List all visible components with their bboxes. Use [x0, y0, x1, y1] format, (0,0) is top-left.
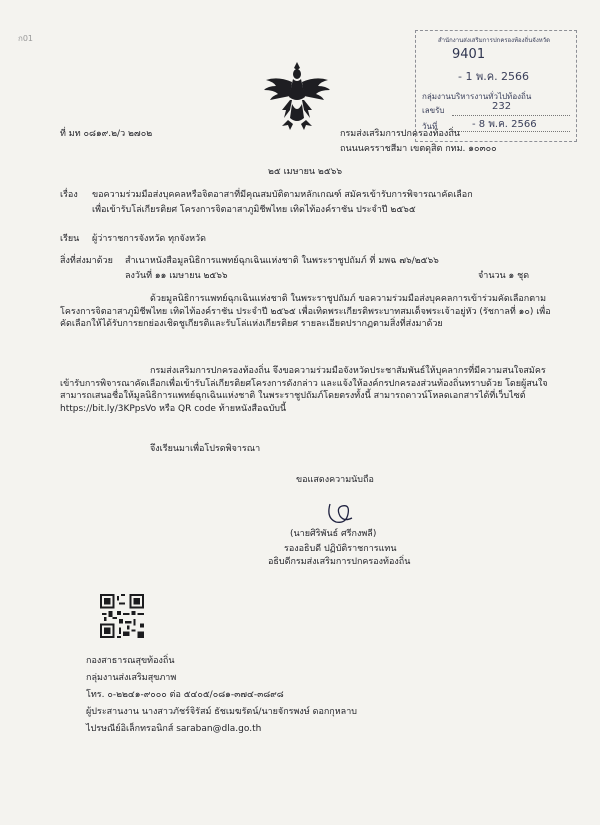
stamp-division: กลุ่มงานบริหารงานทั่วไปท้องถิ่น — [422, 92, 532, 101]
stamp-number: 9401 — [452, 47, 486, 62]
to-label: เรียน — [60, 234, 80, 244]
stamp-date-received: - 1 พ.ค. 2566 — [458, 70, 530, 83]
signer-title-1: รองอธิบดี ปฏิบัติราชการแทน — [284, 544, 397, 554]
signature — [322, 498, 362, 526]
receipt-stamp — [415, 30, 577, 142]
stamp-reg-no: 232 — [492, 101, 512, 112]
paragraph-2: กรมส่งเสริมการปกครองท้องถิ่น จึงขอความร่วมมือจังหวัดประชาสัมพันธ์ให้บุคลากรที่มีความสนใจสมัครเข้ารับการพิจารณาคัดเลือกเพื่อเข้ารับโล่เกียรติยศโครงการดังกล่าว และแจ้งให้องค์กรปกครองส่วนท้องถิ่นทราบด้วย โดยผู้สนใจสามารถเสนอชื่อให้มูลนิธิการแพทย์ฉุกเฉินแห่งชาติ ในพระราชูปถัมภ์โดยตรงทั้งนี้ สามารถดาวน์โหลดเอกสารได้ที่เว็บไซต์ https://bit.ly/3KPpsVo หรือ QR code ท้ายหนังสือฉบับนี้ — [60, 366, 548, 414]
enclosure-line-2: ลงวันที่ ๑๑ เมษายน ๒๕๖๖ — [125, 271, 228, 281]
enclosure-label: สิ่งที่ส่งมาด้วย — [60, 256, 113, 266]
qr-code-icon — [100, 594, 144, 638]
signer-title-2: อธิบดีกรมส่งเสริมการปกครองท้องถิ่น — [268, 557, 411, 567]
enclosure-line-1: สำเนาหนังสือมูลนิธิการแพทย์ฉุกเฉินแห่งชาติ ในพระราชูปถัมภ์ ที่ มพฉ ๗๖/๒๕๖๖ — [125, 256, 439, 266]
subject-line-1: ขอความร่วมมือส่งบุคคลหรือจิตอาสาที่มีคุณสมบัติตามหลักเกณฑ์ สมัครเข้ารับการพิจารณาคัดเลือก — [92, 190, 473, 200]
document-date: ๒๕ เมษายน ๒๕๖๖ — [268, 167, 343, 177]
enclosure-count: จำนวน ๑ ชุด — [478, 271, 530, 281]
signer-name: (นายศิริพันธ์ ศรีกงพลี) — [290, 529, 377, 539]
paragraph-1: ด้วยมูลนิธิการแพทย์ฉุกเฉินแห่งชาติ ในพระราชูปถัมภ์ ขอความร่วมมือส่งบุคคลการเข้าร่วมคัดเลือกตามโครงการจิตอาสาภูมิชีพไทย เทิดไท้องค์ราชัน ประจำปี ๒๕๖๕ เพื่อเทิดพระเกียรติพระบาทสมเด็จพระเจ้าอยู่หัว (รัชกาลที่ ๑๐) เพื่อคัดเลือกให้ได้รับการยกย่องเชิดชูเกียรติและรับโล่แห่งเกียรติยศ รายละเอียดปรากฏตามสิ่งที่ส่งมาด้วย — [60, 294, 551, 330]
subject-line-2: เพื่อเข้ารับโล่เกียรติยศ โครงการจิตอาสาภูมิชีพไทย เทิดไท้องค์ราชัน ประจำปี ๒๕๖๕ — [92, 205, 416, 215]
recipient: ผู้ว่าราชการจังหวัด ทุกจังหวัด — [92, 234, 206, 244]
footer-office: กองสาธารณสุขท้องถิ่น — [86, 656, 175, 666]
footer-email: ไปรษณีย์อิเล็กทรอนิกส์ saraban@dla.go.th — [86, 724, 262, 734]
stamp-org: สำนักงานส่งเสริมการปกครองท้องถิ่นจังหวัด — [438, 37, 550, 44]
stamp-reg-date: - 8 พ.ค. 2566 — [472, 119, 537, 130]
garuda-emblem-icon — [262, 60, 332, 132]
closing: ขอแสดงความนับถือ — [296, 475, 374, 485]
footer-phone: โทร. ๐-๒๒๔๑-๙๐๐๐ ต่อ ๕๔๐๕/๐๘๑-๓๗๔-๓๘๙๘ — [86, 690, 284, 700]
stamp-reg-label: เลขรับ — [422, 106, 445, 115]
footer-coordinator: ผู้ประสานงาน นางสาวภัชร์จิรัสม์ ธัชเมฆรัตน์/นายจักรพงษ์ ดอกกุหลาบ — [86, 707, 357, 717]
paragraph-3: จึงเรียนมาเพื่อโปรดพิจารณา — [150, 444, 261, 454]
sender-address: ถนนนครราชสีมา เขตดุสิต กทม. ๑๐๓๐๐ — [340, 144, 497, 154]
reference-number: ที่ มท ๐๘๑๙.๒/ว ๒๗๐๒ — [60, 129, 153, 139]
footer-group: กลุ่มงานส่งเสริมสุขภาพ — [86, 673, 177, 683]
subject-label: เรื่อง — [60, 190, 78, 200]
sender-org: กรมส่งเสริมการปกครองท้องถิ่น — [340, 129, 460, 139]
corner-handwritten-mark: ก01 — [18, 34, 34, 43]
stamp-date-label: วันที่ — [422, 122, 438, 131]
